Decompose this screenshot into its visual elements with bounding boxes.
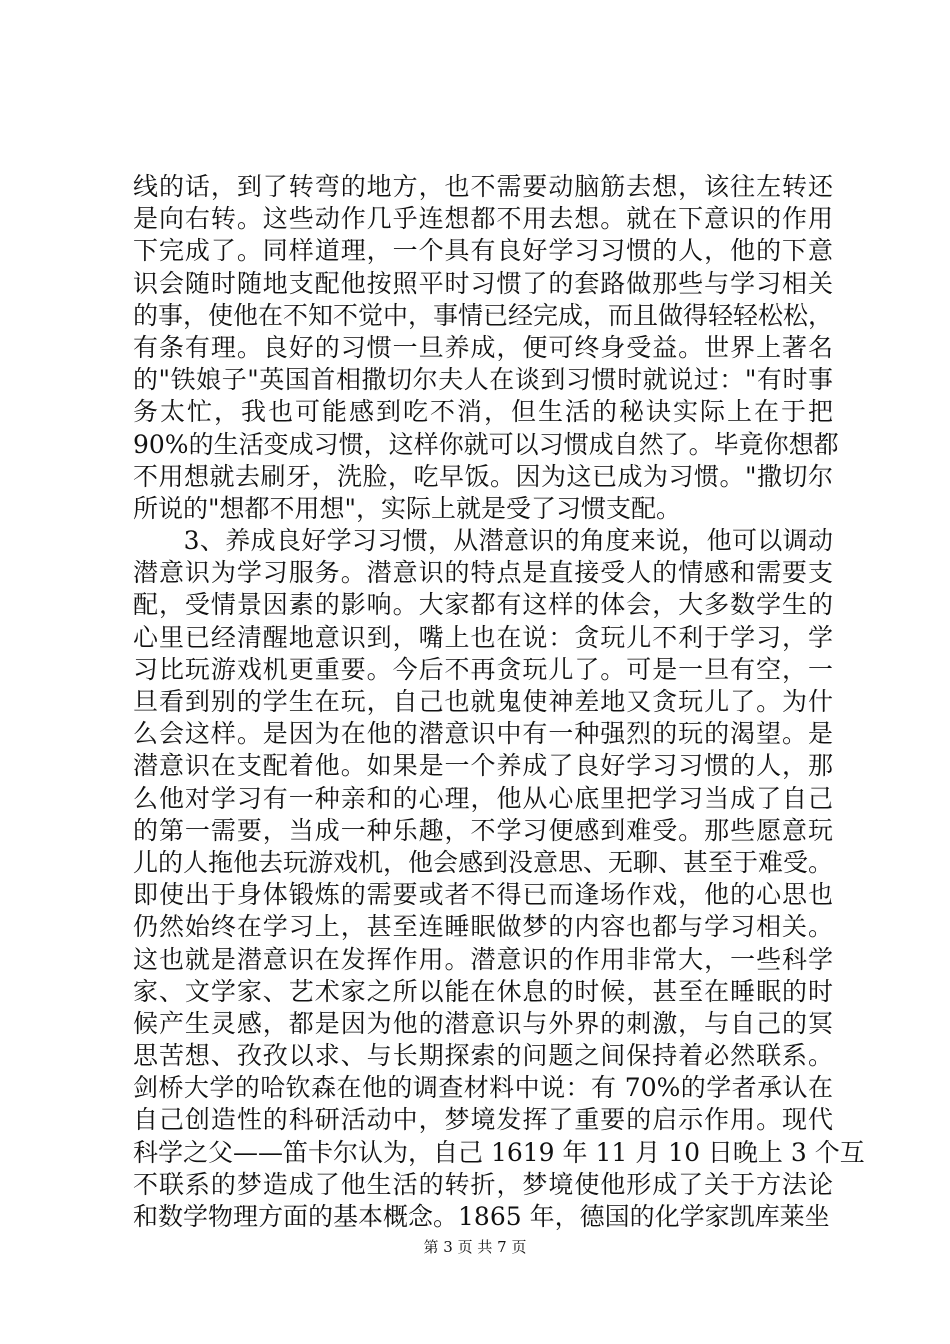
text-line: 儿的人拖他去玩游戏机，他会感到没意思、无聊、甚至于难受。: [133, 847, 834, 877]
text-line: 和数学物理方面的基本概念。1865 年，德国的化学家凯库莱坐: [133, 1202, 830, 1231]
text-line: 有条有理。良好的习惯一旦养成，便可终身受益。世界上著名: [133, 332, 833, 362]
text-line: 不联系的梦造成了他生活的转折，梦境使他形成了关于方法论: [133, 1169, 833, 1199]
text-line: 自己创造性的科研活动中，梦境发挥了重要的启示作用。现代: [133, 1105, 833, 1135]
text-line: 即使出于身体锻炼的需要或者不得已而逢场作戏，他的心思也: [133, 880, 833, 910]
text-line: 所说的"想都不用想"，实际上就是受了习惯支配。: [133, 493, 681, 523]
text-line: 的事，使他在不知不觉中，事情已经完成，而且做得轻轻松松，: [133, 300, 834, 330]
document-body: [133, 171, 865, 1233]
text-line: 习比玩游戏机更重要。今后不再贪玩儿了。可是一旦有空，一: [133, 654, 833, 684]
text-line: 思苦想、孜孜以求、与长期探索的问题之间保持着必然联系。: [133, 1041, 833, 1071]
text-line: 是向右转。这些动作几乎连想都不用去想。就在下意识的作用: [133, 204, 833, 234]
text-line: 线的话，到了转弯的地方，也不需要动脑筋去想，该往左转还: [133, 172, 833, 201]
text-line: 心里已经清醒地意识到，嘴上也在说：贪玩儿不利于学习，学: [133, 622, 833, 652]
page-footer: 第 3 页 共 7 页: [423, 1238, 527, 1256]
text-line: 么会这样。是因为在他的潜意识中有一种强烈的玩的渴望。是: [133, 719, 833, 749]
text-line: 科学之父——笛卡尔认为，自己 1619 年 11 月 10 日晚上 3 个互: [133, 1137, 865, 1167]
text-line: 识会随时随地支配他按照平时习惯了的套路做那些与学习相关: [133, 268, 833, 298]
text-line: 潜意识在支配着他。如果是一个养成了良好学习习惯的人，那: [133, 751, 833, 781]
text-line: 务太忙，我也可能感到吃不消，但生活的秘诀实际上在于把: [133, 397, 833, 427]
text-line: 剑桥大学的哈钦森在他的调查材料中说：有 70%的学者承认在: [133, 1073, 833, 1103]
text-line: 下完成了。同样道理，一个具有良好学习习惯的人，他的下意: [133, 236, 833, 266]
text-line: 候产生灵感，都是因为他的潜意识与外界的刺激，与自己的冥: [133, 1008, 833, 1038]
text-line: 不用想就去刷牙，洗脸，吃早饭。因为这已成为习惯。"撒切尔: [133, 461, 833, 491]
text-line: 的"铁娘子"英国首相撒切尔夫人在谈到习惯时就说过："有时事: [133, 365, 833, 395]
text-line: 么他对学习有一种亲和的心理，他从心底里把学习当成了自己: [133, 783, 833, 813]
text-line: 配，受情景因素的影响。大家都有这样的体会，大多数学生的: [133, 590, 833, 620]
text-line: 的第一需要，当成一种乐趣，不学习便感到难受。那些愿意玩: [133, 815, 833, 845]
text-line: 仍然始终在学习上，甚至连睡眠做梦的内容也都与学习相关。: [133, 912, 833, 942]
text-line: 90%的生活变成习惯，这样你就可以习惯成自然了。毕竟你想都: [133, 429, 839, 459]
text-line: 家、文学家、艺术家之所以能在休息的时候，甚至在睡眠的时: [133, 976, 833, 1006]
text-line: 3、养成良好学习习惯，从潜意识的角度来说，他可以调动: [133, 526, 833, 556]
text-line: 潜意识为学习服务。潜意识的特点是直接受人的情感和需要支: [133, 558, 833, 588]
text-line: 旦看到别的学生在玩，自己也就鬼使神差地又贪玩儿了。为什: [133, 687, 833, 716]
text-line: 这也就是潜意识在发挥作用。潜意识的作用非常大，一些科学: [133, 944, 833, 974]
